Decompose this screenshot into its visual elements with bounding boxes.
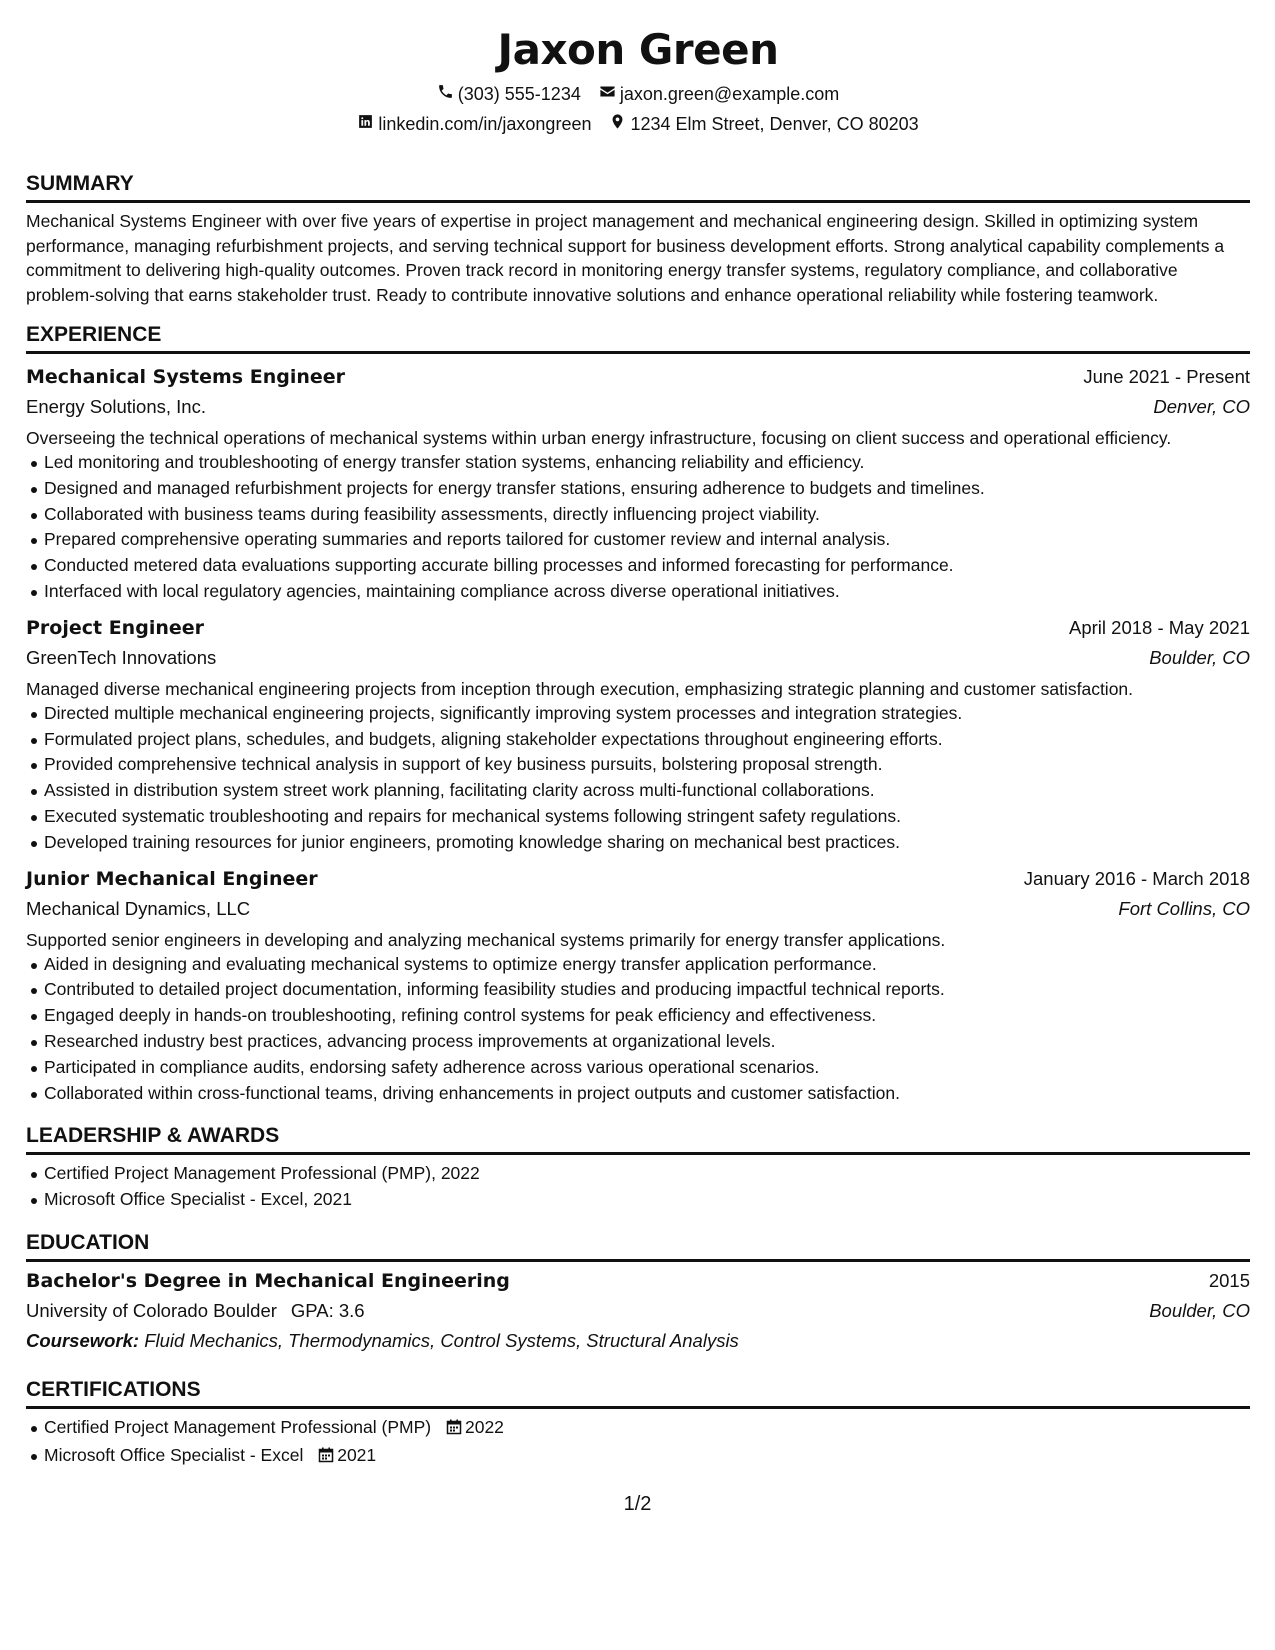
list-item: Microsoft Office Specialist - Excel, 2021: [44, 1187, 1250, 1213]
leadership-section: [26, 1122, 1250, 1213]
list-item: Researched industry best practices, advancing process improvements at organizational levels.: [44, 1029, 1250, 1055]
linkedin-url[interactable]: linkedin.com/in/jaxongreen: [378, 114, 592, 134]
list-item: Participated in compliance audits, endorsing safety adherence across various operational scenarios.: [44, 1055, 1250, 1081]
summary-heading: SUMMARY: [26, 170, 1250, 203]
coursework-label: Coursework:: [26, 1329, 140, 1351]
map-pin-icon: [609, 112, 626, 136]
email-address[interactable]: jaxon.green@example.com: [619, 84, 840, 104]
school-location: Boulder, CO: [1149, 1299, 1250, 1321]
list-item: [44, 1415, 1250, 1443]
list-item: Prepared comprehensive operating summaries and reports tailored for customer review and internal analysis.: [44, 527, 1250, 553]
job-bullets: [26, 701, 1250, 856]
job-title: Mechanical Systems Engineer: [26, 366, 346, 388]
certification-year: 2021: [337, 1444, 377, 1465]
list-item: Conducted metered data evaluations supporting accurate billing processes and informed forecasting for performance.: [44, 553, 1250, 579]
education-section: [26, 1229, 1250, 1356]
experience-section: [26, 321, 1250, 1106]
list-item: Interfaced with local regulatory agencies, maintaining compliance across diverse operational initiatives.: [44, 579, 1250, 605]
leadership-list: [26, 1161, 1250, 1213]
calendar-icon: [446, 1417, 462, 1443]
job-entry: [26, 613, 1250, 856]
certification-name: Certified Project Management Professional (PMP): [44, 1416, 432, 1437]
job-title: Junior Mechanical Engineer: [26, 867, 318, 890]
contact-line-1: [26, 82, 1250, 106]
list-item: Provided comprehensive technical analysis in support of key business pursuits, bolstering proposal strength.: [44, 752, 1250, 778]
list-item: Collaborated with business teams during feasibility assessments, directly influencing project viability.: [44, 502, 1250, 528]
job-company: Energy Solutions, Inc.: [26, 396, 206, 417]
calendar-icon: [318, 1445, 334, 1471]
list-item: Designed and managed refurbishment projects for energy transfer stations, ensuring adherence to budgets and timelines.: [44, 476, 1250, 502]
degree-title: Bachelor's Degree in Mechanical Engineering: [26, 1269, 510, 1292]
contact-line-2: [26, 112, 1250, 136]
certifications-heading: CERTIFICATIONS: [26, 1376, 1250, 1409]
coursework: [26, 1326, 1250, 1356]
street-address: 1234 Elm Street, Denver, CO 80203: [630, 114, 919, 134]
summary-text: Mechanical Systems Engineer with over five years of expertise in project management and mechanical engineering design. Skilled in optimizing system performance, managing refurbishment projects, and serving technical support for business development efforts. Strong analytical capability complements a commitment to delivering high-quality outcomes. Proven track record in monitoring energy transfer systems, regulatory compliance, and collaborative problem-solving that earns stakeholder trust. Ready to contribute innovative solutions and enhance operational reliability while fostering teamwork.: [26, 211, 1225, 305]
job-bullets: [26, 450, 1250, 605]
certification-year: 2022: [464, 1416, 504, 1437]
list-item: Certified Project Management Professional (PMP), 2022: [44, 1161, 1250, 1187]
certifications-list: [26, 1415, 1250, 1471]
list-item: Directed multiple mechanical engineering projects, significantly improving system processes and integration strategies.: [44, 701, 1250, 727]
address-contact: [609, 112, 918, 136]
list-item: Collaborated within cross-functional teams, driving enhancements in project outputs and customer satisfaction.: [44, 1081, 1250, 1107]
job-description: Overseeing the technical operations of mechanical systems within urban energy infrastructure, focusing on client success and operational efficiency.: [26, 428, 1172, 448]
certification-name: Microsoft Office Specialist - Excel: [44, 1444, 304, 1465]
envelope-icon: [599, 82, 616, 106]
phone-icon: [437, 82, 454, 106]
list-item: Assisted in distribution system street work planning, facilitating clarity across multi-functional collaborations.: [44, 778, 1250, 804]
list-item: Led monitoring and troubleshooting of energy transfer station systems, enhancing reliability and efficiency.: [44, 450, 1250, 476]
job-location: Denver, CO: [1153, 396, 1250, 417]
page-number: 1/2: [623, 1493, 652, 1515]
linkedin-contact: [357, 112, 591, 136]
phone-contact: [437, 82, 581, 106]
education-heading: EDUCATION: [26, 1229, 1250, 1262]
list-item: Executed systematic troubleshooting and repairs for mechanical systems following stringent safety regulations.: [44, 804, 1250, 830]
job-dates: June 2021 - Present: [1083, 366, 1250, 387]
linkedin-icon: [357, 112, 374, 136]
coursework-list: Fluid Mechanics, Thermodynamics, Control Systems, Structural Analysis: [144, 1329, 739, 1351]
school-name: University of Colorado Boulder: [26, 1299, 277, 1321]
graduation-year: 2015: [1208, 1269, 1250, 1291]
list-item: Formulated project plans, schedules, and budgets, aligning stakeholder expectations throughout engineering efforts.: [44, 727, 1250, 753]
email-contact: [599, 82, 839, 106]
job-entry: [26, 864, 1250, 1107]
job-title: Project Engineer: [26, 616, 204, 639]
job-company: GreenTech Innovations: [26, 646, 217, 668]
candidate-name: Jaxon Green: [497, 25, 779, 74]
job-description: Supported senior engineers in developing and analyzing mechanical systems primarily for energy transfer applications.: [26, 929, 946, 950]
job-dates: April 2018 - May 2021: [1069, 616, 1250, 638]
phone-number[interactable]: (303) 555-1234: [457, 84, 581, 104]
list-item: Aided in designing and evaluating mechanical systems to optimize energy transfer application performance.: [44, 952, 1250, 978]
list-item: Developed training resources for junior engineers, promoting knowledge sharing on mechanical best practices.: [44, 830, 1250, 856]
gpa: GPA: 3.6: [290, 1299, 365, 1321]
summary-section: [26, 170, 1250, 307]
list-item: Contributed to detailed project documentation, informing feasibility studies and producing impactful technical reports.: [44, 977, 1250, 1003]
job-dates: January 2016 - March 2018: [1023, 867, 1250, 889]
certifications-section: [26, 1376, 1250, 1471]
job-company: Mechanical Dynamics, LLC: [26, 897, 251, 919]
list-item: Engaged deeply in hands-on troubleshooting, refining control systems for peak efficiency and effectiveness.: [44, 1003, 1250, 1029]
job-location: Boulder, CO: [1149, 646, 1250, 668]
job-location: Fort Collins, CO: [1118, 897, 1250, 919]
job-bullets: [26, 952, 1250, 1107]
job-entry: [26, 362, 1250, 605]
school-name-line: [26, 1296, 365, 1326]
experience-heading: EXPERIENCE: [26, 321, 1250, 354]
resume-page: [26, 22, 1250, 1471]
job-description: Managed diverse mechanical engineering projects from inception through execution, emphasizing strategic planning and customer satisfaction.: [26, 678, 1134, 699]
leadership-heading: LEADERSHIP & AWARDS: [26, 1122, 1250, 1155]
list-item: [44, 1443, 1250, 1471]
